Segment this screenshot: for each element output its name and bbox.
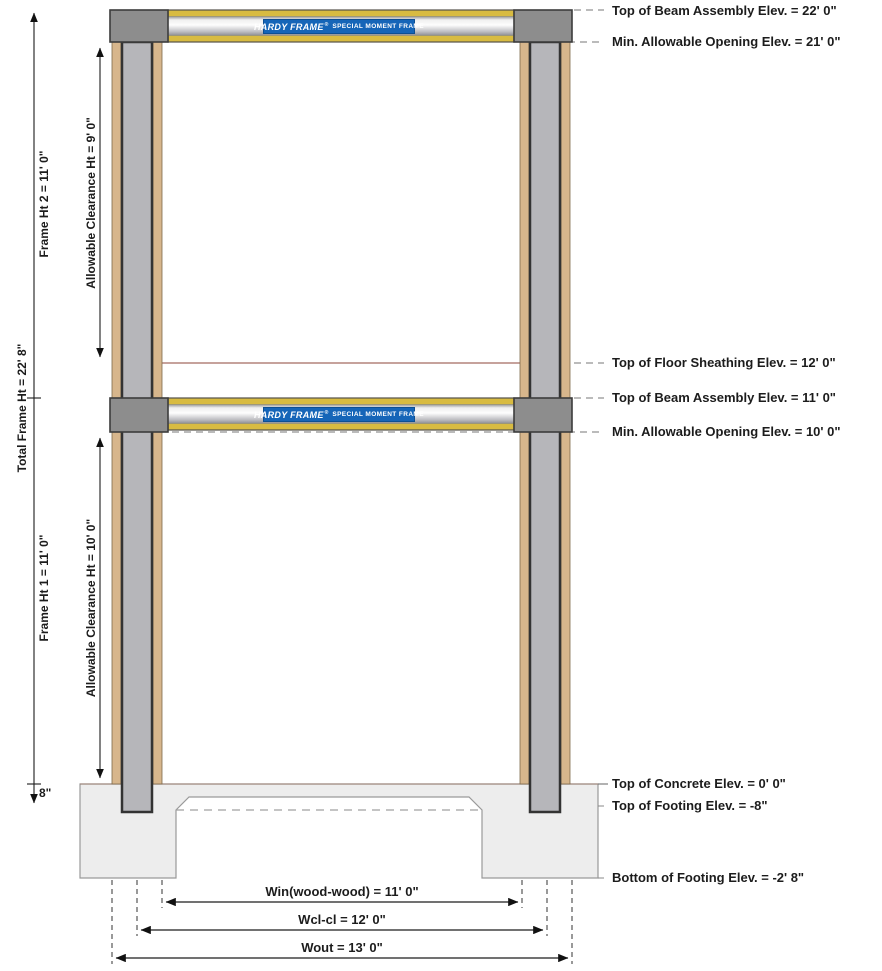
elev-min-opening-2: Min. Allowable Opening Elev. = 21' 0" (612, 34, 841, 49)
footing-offset-label: 8" (39, 786, 52, 800)
beam-brand-tag-level1 (254, 407, 424, 422)
registered-mark: ® (324, 410, 329, 416)
connection-block-top-left (110, 10, 168, 42)
brand-suffix: SPECIAL MOMENT FRAME (332, 411, 424, 418)
connection-block-mid-left (110, 398, 168, 432)
connection-block-mid-right (514, 398, 572, 432)
brand-name: HARDY FRAME (254, 409, 324, 420)
total-frame-height-label: Total Frame Ht = 22' 8" (15, 343, 29, 473)
brand-suffix: SPECIAL MOMENT FRAME (332, 23, 424, 30)
elev-top-concrete: Top of Concrete Elev. = 0' 0" (612, 776, 786, 791)
dim-label-win: Win(wood-wood) = 11' 0" (265, 884, 419, 899)
elev-bottom-footing: Bottom of Footing Elev. = -2' 8" (612, 870, 805, 885)
brand-name: HARDY FRAME (254, 21, 324, 32)
elev-top-beam-assembly-1: Top of Beam Assembly Elev. = 11' 0" (612, 390, 836, 405)
footing-outline (80, 784, 598, 878)
elev-floor-sheathing: Top of Floor Sheathing Elev. = 12' 0" (612, 355, 836, 370)
elev-min-opening-1: Min. Allowable Opening Elev. = 10' 0" (612, 424, 841, 439)
frame-height-1-label: Frame Ht 1 = 11' 0" (37, 534, 51, 642)
elev-top-beam-assembly-2: Top of Beam Assembly Elev. = 22' 0" (612, 3, 837, 18)
allowable-clearance-1-label: Allowable Clearance Ht = 10' 0" (84, 518, 98, 698)
connection-block-top-right (514, 10, 572, 42)
allowable-clearance-2-label: Allowable Clearance Ht = 9' 0" (84, 117, 98, 289)
dim-label-wout: Wout = 13' 0" (301, 940, 383, 955)
frame-height-2-label: Frame Ht 2 = 11' 0" (37, 150, 51, 258)
elev-top-footing: Top of Footing Elev. = -8" (612, 798, 768, 813)
dim-label-wcl: Wcl-cl = 12' 0" (298, 912, 386, 927)
beam-brand-tag-level2 (254, 19, 424, 34)
frame-height-dimension-line (27, 13, 41, 803)
registered-mark: ® (324, 22, 329, 28)
